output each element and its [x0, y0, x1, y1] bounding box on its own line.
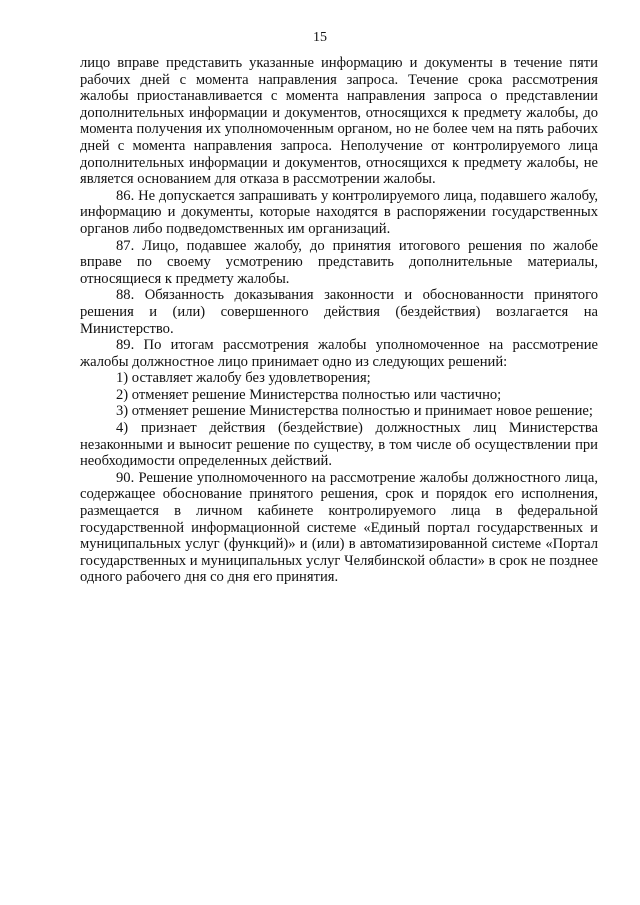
list-item-2: 2) отменяет решение Министерства полностью или частично;	[116, 386, 502, 403]
paragraph-89: 89. По итогам рассмотрения жалобы уполномоченное на рассмотрение жалобы должностное лицо принимает одно из следующих решений:	[80, 337, 598, 370]
paragraph-continuation: лицо вправе представить указанные информацию и документы в течение пяти рабочих дней с момента направления запроса. Течение срока рассмотрения жалобы приостанавливается с момента направления запроса о представлении дополнительных информации и документов, относящихся к предмету жалобы, до момента получения их уполномоченным органом, но не более чем на пять рабочих дней с момента направления запроса. Неполучение от контролируемого лица дополнительных информации и документов, относящихся к предмету жалобы, не является основанием для отказа в рассмотрении жалобы.	[80, 55, 598, 188]
list-item-4: 4) признает действия (бездействие) должностных лиц Министерства незаконными и выносит решение по существу, в том числе об осуществлении при необходимости определенных действий.	[80, 420, 598, 470]
paragraph-86: 86. Не допускается запрашивать у контролируемого лица, подавшего жалобу, информацию и документы, которые находятся в распоряжении государственных органов либо подведомственных им организаций.	[80, 187, 598, 237]
paragraph-87: 87. Лицо, подавшее жалобу, до принятия итогового решения по жалобе вправе по своему усмотрению представить дополнительные материалы, относящиеся к предмету жалобы.	[80, 237, 598, 287]
paragraph-88: 88. Обязанность доказывания законности и обоснованности принятого решения и (или) совершенного действия (бездействия) возлагается на Министерство.	[80, 287, 598, 337]
paragraph-90: 90. Решение уполномоченного на рассмотрение жалобы должностного лица, содержащее обоснование принятого решения, срок и порядок его исполнения, размещается в личном кабинете контролируемого лица в федеральной государственной информационной системе «Единый портал государственных и муниципальных услуг (функций)» и (или) в автоматизированной системе «Портал государственных и муниципальных услуг Челябинской области» в срок не позднее одного рабочего дня со дня его принятия.	[80, 469, 598, 586]
page-number: 15	[313, 30, 327, 45]
document-body	[80, 55, 598, 586]
list-item-3: 3) отменяет решение Министерства полностью и принимает новое решение;	[116, 403, 593, 420]
list-item-1: 1) оставляет жалобу без удовлетворения;	[116, 370, 371, 387]
